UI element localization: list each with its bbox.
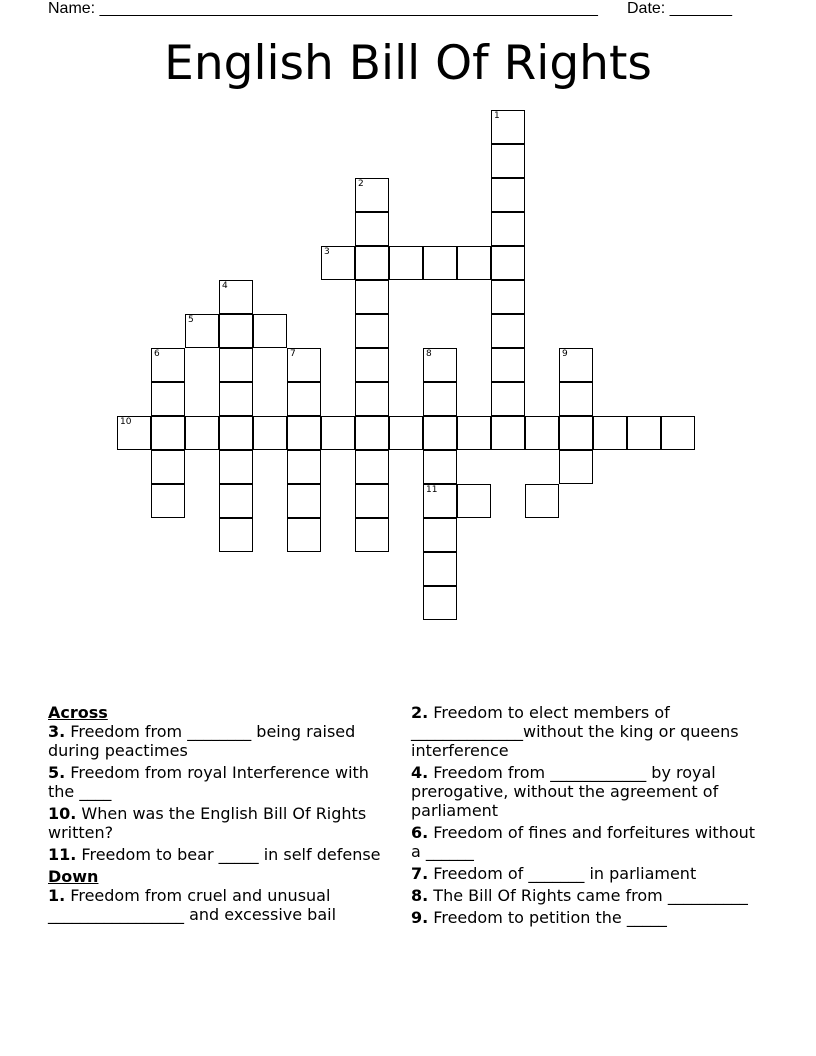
crossword-cell[interactable]	[661, 416, 695, 450]
crossword-cell[interactable]	[151, 450, 185, 484]
name-field-label: Name: ________________________________________________________	[48, 0, 598, 17]
crossword-cell[interactable]	[355, 450, 389, 484]
across-clue-list	[48, 722, 400, 864]
clue-number: 8.	[411, 886, 429, 905]
cell-number: 10	[120, 417, 132, 427]
crossword-cell[interactable]	[491, 110, 525, 144]
crossword-cell[interactable]	[355, 518, 389, 552]
cell-number: 1	[494, 111, 500, 121]
across-heading: Across	[48, 703, 108, 722]
crossword-cell[interactable]	[389, 416, 423, 450]
cell-number: 4	[222, 281, 228, 291]
clue-number: 3.	[48, 722, 66, 741]
crossword-cell[interactable]	[219, 450, 253, 484]
crossword-cell[interactable]	[219, 280, 253, 314]
crossword-cell[interactable]	[219, 518, 253, 552]
crossword-cell[interactable]	[423, 552, 457, 586]
crossword-cell[interactable]	[423, 450, 457, 484]
crossword-cell[interactable]	[491, 416, 525, 450]
crossword-cell[interactable]	[457, 416, 491, 450]
clue-number: 1.	[48, 886, 66, 905]
crossword-cell[interactable]	[423, 484, 457, 518]
clue-number: 7.	[411, 864, 429, 883]
crossword-cell[interactable]	[151, 348, 185, 382]
crossword-cell[interactable]	[219, 416, 253, 450]
crossword-cell[interactable]	[355, 314, 389, 348]
crossword-cell[interactable]	[321, 416, 355, 450]
down-clue	[411, 763, 763, 820]
crossword-cell[interactable]	[355, 246, 389, 280]
down-clue	[48, 886, 400, 924]
crossword-cell[interactable]	[389, 246, 423, 280]
clue-text: Freedom of fines and forfeitures without a ______	[411, 823, 756, 861]
crossword-cell[interactable]	[423, 348, 457, 382]
clue-number: 11.	[48, 845, 77, 864]
crossword-cell[interactable]	[219, 348, 253, 382]
crossword-cell[interactable]	[151, 382, 185, 416]
crossword-cell[interactable]	[457, 484, 491, 518]
crossword-cell[interactable]	[185, 314, 219, 348]
crossword-cell[interactable]	[423, 586, 457, 620]
crossword-cell[interactable]	[355, 382, 389, 416]
crossword-cell[interactable]	[355, 348, 389, 382]
clue-number: 10.	[48, 804, 77, 823]
crossword-cell[interactable]	[423, 416, 457, 450]
crossword-cell[interactable]	[491, 246, 525, 280]
crossword-cell[interactable]	[355, 280, 389, 314]
cell-number: 11	[426, 485, 438, 495]
down-clue	[411, 703, 763, 760]
crossword-cell[interactable]	[627, 416, 661, 450]
clue-text: Freedom from cruel and unusual _________________ and excessive bail	[48, 886, 337, 924]
crossword-cell[interactable]	[151, 416, 185, 450]
crossword-cell[interactable]	[287, 348, 321, 382]
crossword-cell[interactable]	[219, 484, 253, 518]
crossword-cell[interactable]	[423, 518, 457, 552]
crossword-cell[interactable]	[219, 382, 253, 416]
crossword-cell[interactable]	[185, 416, 219, 450]
across-clue	[48, 804, 400, 842]
crossword-cell[interactable]	[559, 450, 593, 484]
crossword-cell[interactable]	[219, 314, 253, 348]
clue-number: 2.	[411, 703, 429, 722]
down-clue	[411, 908, 763, 927]
date-field-label: Date: _______	[627, 0, 732, 17]
crossword-cell[interactable]	[151, 484, 185, 518]
crossword-cell[interactable]	[593, 416, 627, 450]
down-clue	[411, 886, 763, 905]
crossword-cell[interactable]	[491, 280, 525, 314]
down-clue-list-right	[411, 703, 763, 927]
clue-text: When was the English Bill Of Rights written?	[48, 804, 367, 842]
cell-number: 8	[426, 349, 432, 359]
cell-number: 3	[324, 247, 330, 257]
across-clue	[48, 845, 400, 864]
crossword-cell[interactable]	[491, 212, 525, 246]
clue-text: Freedom from ____________ by royal prerogative, without the agreement of parliament	[411, 763, 719, 820]
cell-number: 5	[188, 315, 194, 325]
crossword-cell[interactable]	[491, 382, 525, 416]
crossword-cell[interactable]	[525, 416, 559, 450]
clue-number: 4.	[411, 763, 429, 782]
crossword-cell[interactable]	[355, 484, 389, 518]
crossword-cell[interactable]	[287, 518, 321, 552]
crossword-cell[interactable]	[491, 314, 525, 348]
across-clue	[48, 722, 400, 760]
crossword-cell[interactable]	[355, 212, 389, 246]
crossword-cell[interactable]	[491, 144, 525, 178]
crossword-cell[interactable]	[491, 178, 525, 212]
across-clue	[48, 763, 400, 801]
clue-number: 6.	[411, 823, 429, 842]
crossword-cell[interactable]	[525, 484, 559, 518]
clues-left-column	[48, 703, 400, 927]
clue-text: Freedom from royal Interference with the ____	[48, 763, 369, 801]
crossword-cell[interactable]	[117, 416, 151, 450]
clue-text: Freedom from ________ being raised during peactimes	[48, 722, 356, 760]
clue-text: Freedom of _______ in parliament	[428, 864, 697, 883]
crossword-cell[interactable]	[287, 484, 321, 518]
crossword-cell[interactable]	[559, 382, 593, 416]
clue-text: Freedom to bear _____ in self defense	[76, 845, 381, 864]
crossword-cell[interactable]	[287, 450, 321, 484]
down-clue-list-left	[48, 886, 400, 924]
crossword-cell[interactable]	[355, 416, 389, 450]
crossword-cell[interactable]	[253, 314, 287, 348]
crossword-cell[interactable]	[423, 382, 457, 416]
down-heading: Down	[48, 867, 99, 886]
page-title: English Bill Of Rights	[164, 36, 652, 91]
down-clue	[411, 823, 763, 861]
cell-number: 2	[358, 179, 364, 189]
clue-text: Freedom to petition the _____	[428, 908, 667, 927]
clues-right-column	[411, 703, 763, 930]
crossword-cell[interactable]	[321, 246, 355, 280]
crossword-cell[interactable]	[253, 416, 287, 450]
crossword-cell[interactable]	[423, 246, 457, 280]
clue-number: 9.	[411, 908, 429, 927]
down-clue	[411, 864, 763, 883]
crossword-cell[interactable]	[491, 348, 525, 382]
clue-number: 5.	[48, 763, 66, 782]
crossword-cell[interactable]	[559, 348, 593, 382]
clue-text: Freedom to elect members of ______________without the king or queens interference	[411, 703, 739, 760]
clue-text: The Bill Of Rights came from __________	[428, 886, 748, 905]
crossword-cell[interactable]	[355, 178, 389, 212]
cell-number: 9	[562, 349, 568, 359]
crossword-cell[interactable]	[287, 416, 321, 450]
crossword-cell[interactable]	[457, 246, 491, 280]
crossword-cell[interactable]	[287, 382, 321, 416]
crossword-cell[interactable]	[559, 416, 593, 450]
cell-number: 6	[154, 349, 160, 359]
cell-number: 7	[290, 349, 296, 359]
